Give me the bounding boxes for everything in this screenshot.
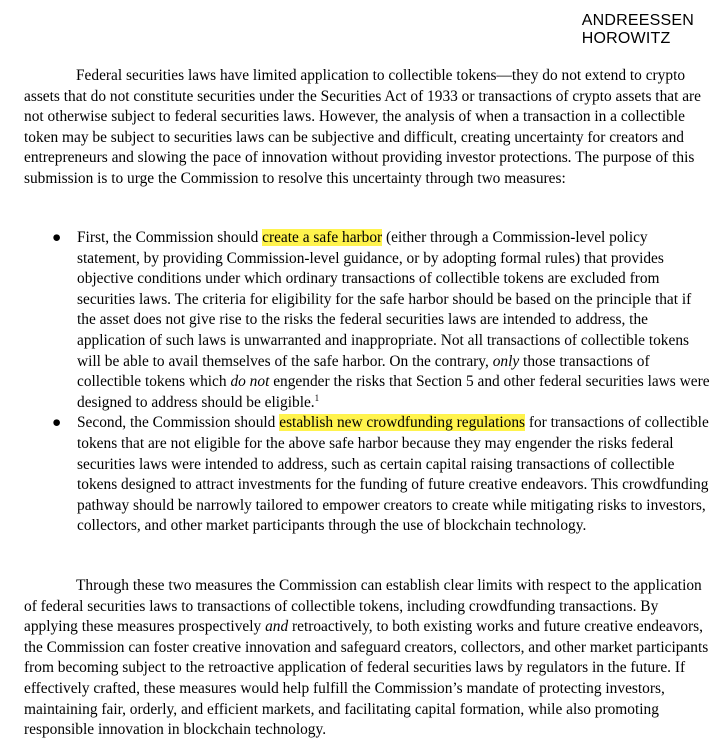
bullet-text: First, the Commission should <box>77 229 263 246</box>
emphasis-only: only <box>492 352 520 370</box>
highlight-crowdfunding: establish new crowdfunding regulations <box>279 414 526 432</box>
conclusion-paragraph <box>24 576 710 741</box>
measures-list <box>0 228 720 537</box>
list-item-safe-harbor <box>0 228 720 413</box>
bullet-icon: ● <box>52 414 62 432</box>
logo-line-1: ANDREESSEN <box>581 12 694 29</box>
emphasis-do-not: do not <box>230 373 270 391</box>
bullet-icon: ● <box>52 229 62 246</box>
intro-paragraph: Federal securities laws have limited application to collectible tokens—they do not extend to crypto assets that do not constitute securities under the Securities Act of 1933 or transactions of crypto assets that are not otherwise subject to federal securities laws. However, the analysis of when a transaction in a collectible token may be subject to securities laws can be subjective and difficult, creating uncertainty for creators and entrepreneurs and slowing the pace of innovation without providing investor protections. The purpose of this submission is to urge the Commission to resolve this uncertainty through two measures: <box>24 67 702 187</box>
andreessen-horowitz-logo <box>582 12 694 48</box>
list-item-crowdfunding <box>0 413 720 537</box>
bullet-text: Second, the Commission should <box>77 414 280 432</box>
logo-line-2: HOROWITZ <box>581 30 671 47</box>
conclusion-text: Through these two measures the Commission can establish clear limits with respect to the application of federal securities laws to transactions of collectible tokens, including crowdfunding transactions. By applying these measures prospectively <box>24 577 702 636</box>
footnote-ref[interactable]: 1 <box>314 392 320 403</box>
conclusion-text: retroactively, to both existing works and future creative endeavors, the Commission can foster creative innovation and safeguard creators, collectors, and other market participants from becoming subject to the retroactive application of federal securities laws by regulators in the future. If effectively crafted, these measures would help fulfill the Commission’s mandate of protecting investors, maintaining fair, orderly, and efficient markets, and facilitating capital formation, while also promoting responsible innovation in blockchain technology. <box>24 618 709 739</box>
bullet-text: (either through a Commission-level policy statement, by providing Commission-level guidance, or by adopting formal rules) that provides objective conditions under which ordinary transactions of collectible tokens are excluded from securities laws. The criteria for eligibility for the safe harbor should be based on the principle that if the asset does not give rise to the risks the federal securities laws are intended to address, the application of such laws is unwarranted and inappropriate. Not all transactions of collectible tokens will be able to avail themselves of the safe harbor. On the contrary, <box>77 229 692 370</box>
emphasis-and: and <box>265 618 289 636</box>
bullet-text: those transactions of collectible tokens which <box>77 352 650 391</box>
bullet-text: engender the risks that Section 5 and other federal securities laws were designed to address should be eligible. <box>77 373 710 411</box>
highlight-safe-harbor: create a safe harbor <box>262 229 383 246</box>
bullet-text: for transactions of collectible tokens that are not eligible for the above safe harbor because they may engender the risks federal securities laws were intended to address, such as certain capital raising transactions of collectible tokens designed to attract investments for the funding of future creative endeavors. This crowdfunding pathway should be narrowly tailored to empower creators to create while mitigating risks to investors, collectors, and other market participants through the use of blockchain technology. <box>77 414 709 535</box>
